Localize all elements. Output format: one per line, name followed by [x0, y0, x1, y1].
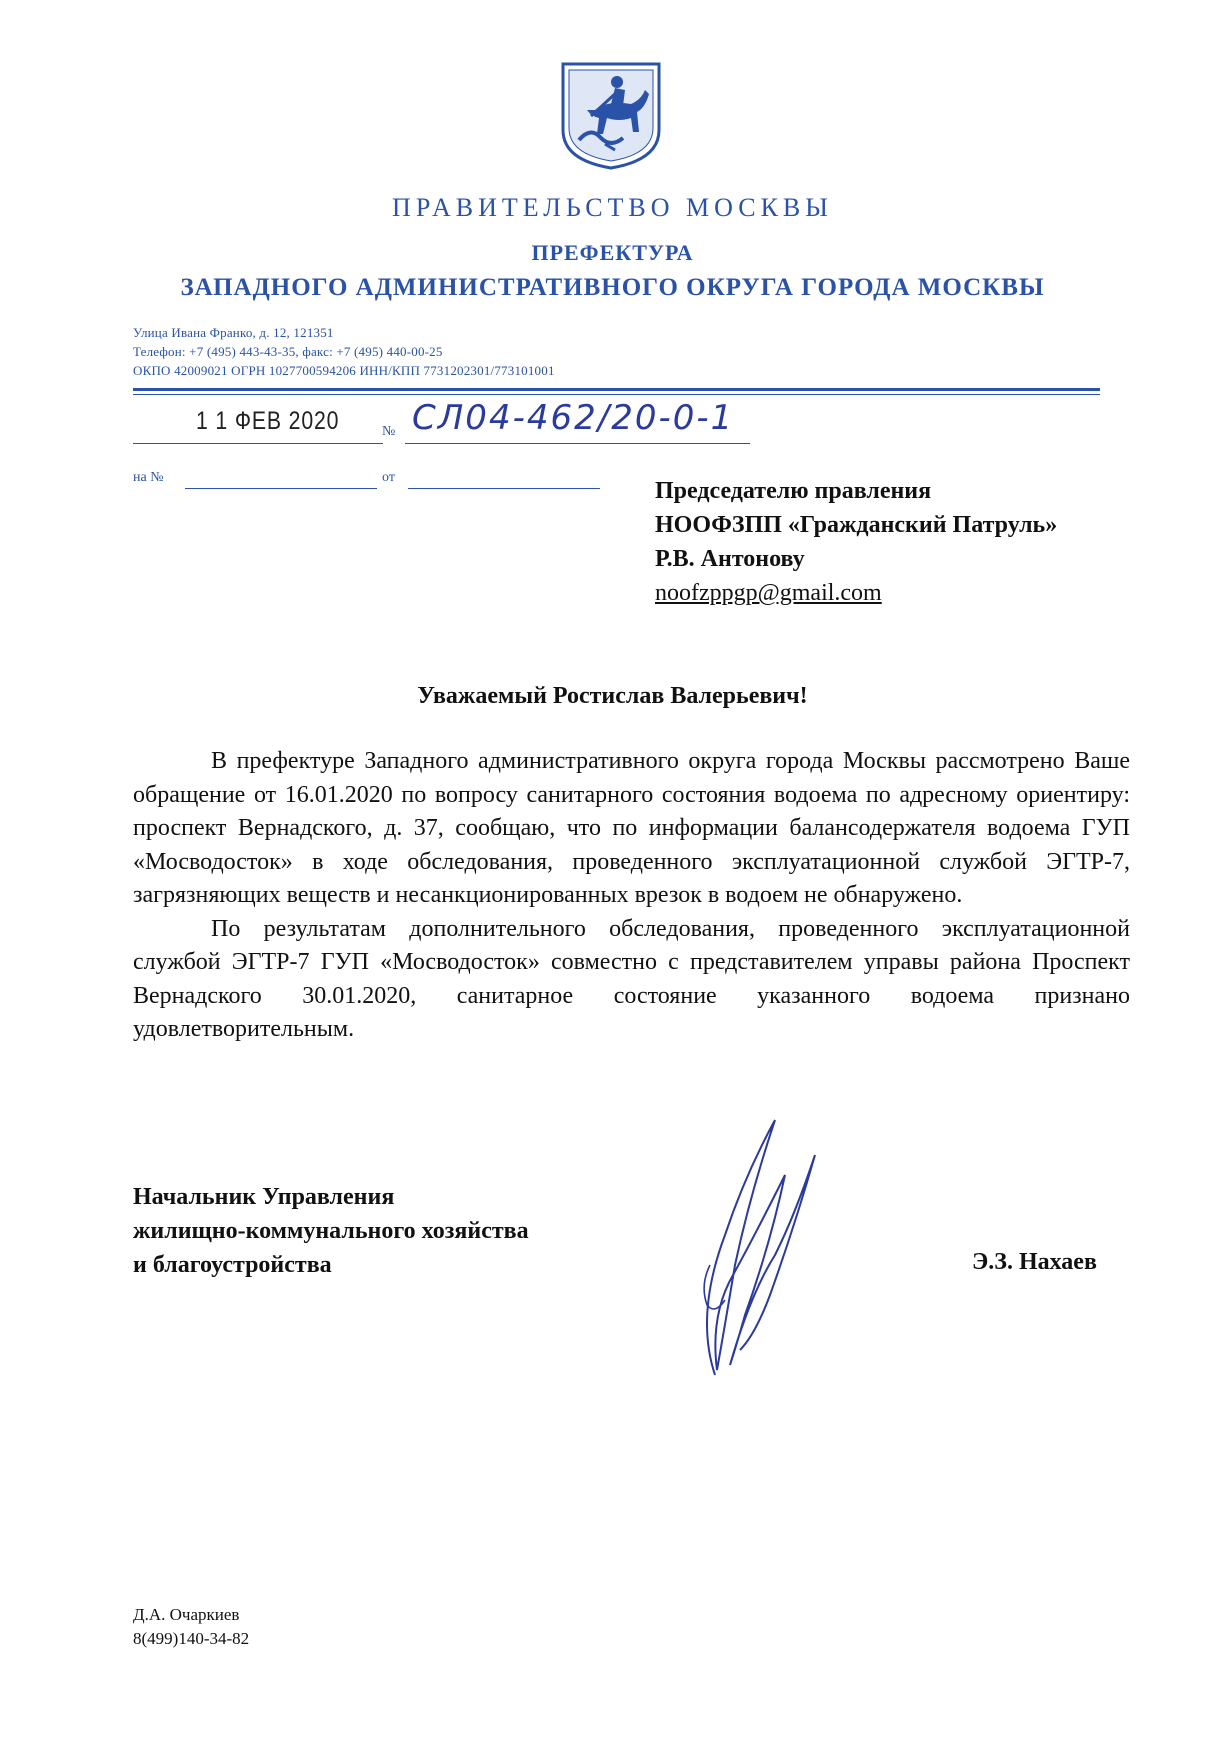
- body-paragraph-1: В префектуре Западного административного округа города Москвы рассмотрено Ваше обращение от 16.01.2020 по вопросу санитарного состояния водоема по адресному ориентиру: проспект Вернадского, д. 37, сообщаю, что по информации балансодержателя водоема ГУП «Мосводосток» в ходе обследования, проведенного эксплуатационной службой ЭГТР-7, загрязняющих веществ и несанкционированных врезок в водоем не обнаружено.: [133, 748, 1130, 908]
- letter-body: [133, 745, 1130, 1047]
- recipient-name: Р.В. Антонову: [655, 546, 805, 572]
- reference-number-field: [185, 470, 377, 489]
- recipient-organization: НООФЗПП «Гражданский Патруль»: [655, 512, 1058, 538]
- reference-number-label: на №: [133, 470, 164, 485]
- body-paragraph-2: По результатам дополнительного обследования, проведенного эксплуатационной службой ЭГТР-7 ГУП «Мосводосток» совместно с представителем управы района Проспект Вернадского 30.01.2020, санитарное состояние указанного водоема признано удовлетворительным.: [133, 915, 1130, 1042]
- executor-phone: 8(499)140-34-82: [133, 1629, 250, 1648]
- executor-name: Д.А. Очаркиев: [133, 1605, 240, 1624]
- signatory-title-line-3: и благоустройства: [133, 1252, 332, 1278]
- registry-codes-line: ОКПО 42009021 ОГРН 1027700594206 ИНН/КПП 7731202301/773101001: [133, 363, 555, 378]
- executor-block: [133, 1603, 249, 1651]
- recipient-email[interactable]: noofzppgp@gmail.com: [655, 580, 882, 606]
- header-divider-thick: [133, 388, 1100, 391]
- outgoing-number-handwritten: СЛ04-462/20-0-1: [412, 398, 735, 438]
- handwritten-signature: [655, 1115, 830, 1395]
- government-title: ПРАВИТЕЛЬСТВО МОСКВЫ: [392, 193, 833, 222]
- address-line: Улица Ивана Франко, д. 12, 121351: [133, 325, 334, 340]
- header-divider-thin: [133, 394, 1100, 395]
- phone-line: Телефон: +7 (495) 443-43-35, факс: +7 (495) 440-00-25: [133, 344, 443, 359]
- reference-date-field: [408, 470, 600, 489]
- signatory-title: [133, 1180, 529, 1282]
- signatory-title-line-2: жилищно-коммунального хозяйства: [133, 1218, 529, 1244]
- signatory-name: Э.З. Нахаев: [972, 1249, 1097, 1275]
- recipient-position: Председателю правления: [655, 478, 932, 504]
- salutation: Уважаемый Ростислав Валерьевич!: [417, 683, 808, 709]
- reference-date-label: от: [382, 470, 395, 485]
- prefecture-title: ПРЕФЕКТУРА: [531, 240, 694, 265]
- moscow-coat-of-arms-icon: [557, 60, 665, 170]
- number-label: №: [382, 424, 396, 439]
- signatory-title-line-1: Начальник Управления: [133, 1184, 395, 1210]
- district-title: ЗАПАДНОГО АДМИНИСТРАТИВНОГО ОКРУГА ГОРОДА МОСКВЫ: [180, 274, 1045, 301]
- date-stamp: 1 1 ФЕВ 2020: [196, 407, 340, 435]
